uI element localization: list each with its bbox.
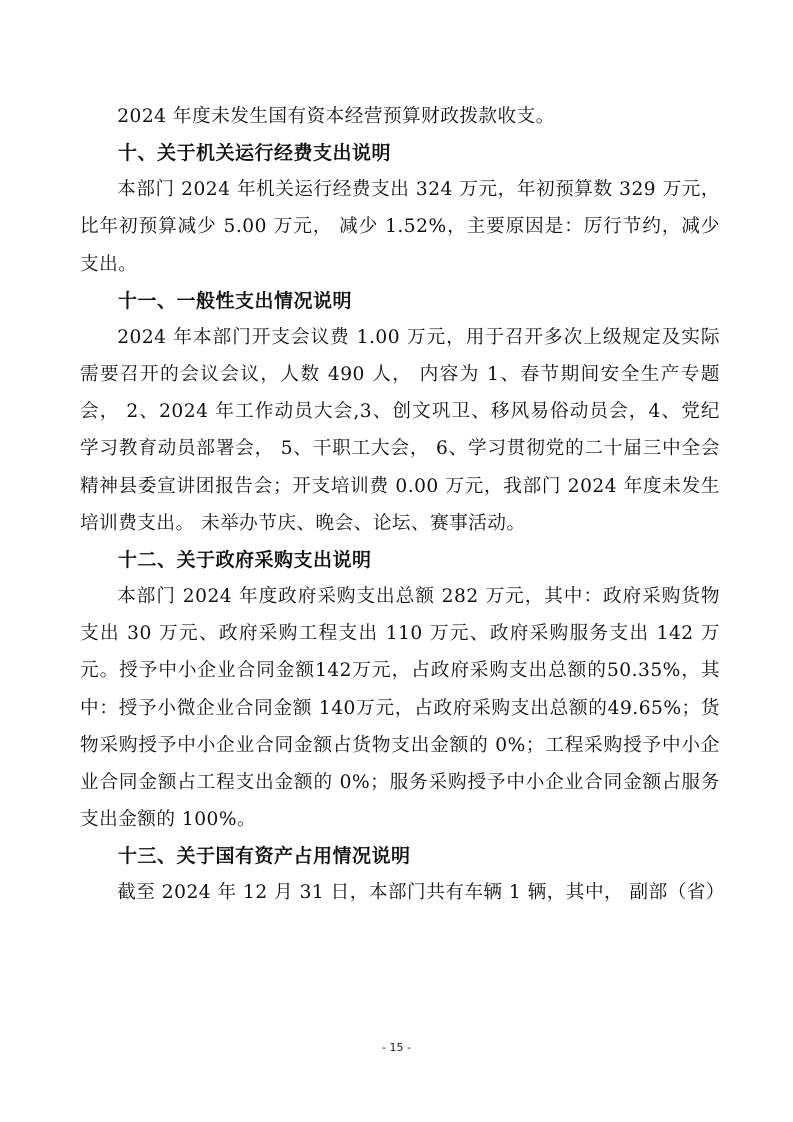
document-page (80, 98, 726, 912)
heading-section-12: 十二、关于政府采购支出说明 (118, 549, 372, 572)
paragraph-general-expenses: 2024 年本部门开支会议费 1.00 万元，用于召开多次上级规定及实际需要召开的会议会议，人数 490 人， 内容为 1、春节期间安全生产专题会， 2、2024 年工作动员大会,3、创文巩卫、移风易俗动员会，4、党纪学习教育动员部署会， 5、干职工大会， 6、学习贯彻党的二十届三中全会精神县委宣讲团报告会；开支培训费 0.00 万元，我部门 2024 年度未发生培训费支出。 未举办节庆、晚会、论坛、赛事活动。 (80, 326, 720, 534)
heading-section-13: 十三、关于国有资产占用情况说明 (118, 845, 411, 868)
paragraph-operating-expenses: 本部门 2024 年机关运行经费支出 324 万元，年初预算数 329 万元， 比年初预算减少 5.00 万元， 减少 1.52%，主要原因是：厉行节约，减少支出。 (80, 179, 720, 275)
page-number: - 15 - (382, 1041, 411, 1054)
paragraph-state-assets: 截至 2024 年 12 月 31 日，本部门共有车辆 1 辆，其中， 副部（省） (117, 882, 726, 904)
heading-section-11: 十一、一般性支出情况说明 (118, 289, 353, 312)
paragraph-government-procurement: 本部门 2024 年度政府采购支出总额 282 万元，其中：政府采购货物支出 30 万元、政府采购工程支出 110 万元、政府采购服务支出 142 万元。授予中小企业合同金额142万元，占政府采购支出总额的50.35%，其中：授予小微企业合同金额 140万元，占政府采购支出总额的49.65%；货物采购授予中小企业合同金额占货物支出金额的 0%；工程采购授予中小企业合同金额占工程支出金额的 0%；服务采购授予中小企业合同金额占服务支出金额的 100%。 (80, 586, 720, 831)
heading-section-10: 十、关于机关运行经费支出说明 (118, 142, 392, 165)
paragraph-state-capital-budget: 2024 年度未发生国有资本经营预算财政拨款收支。 (117, 106, 555, 127)
